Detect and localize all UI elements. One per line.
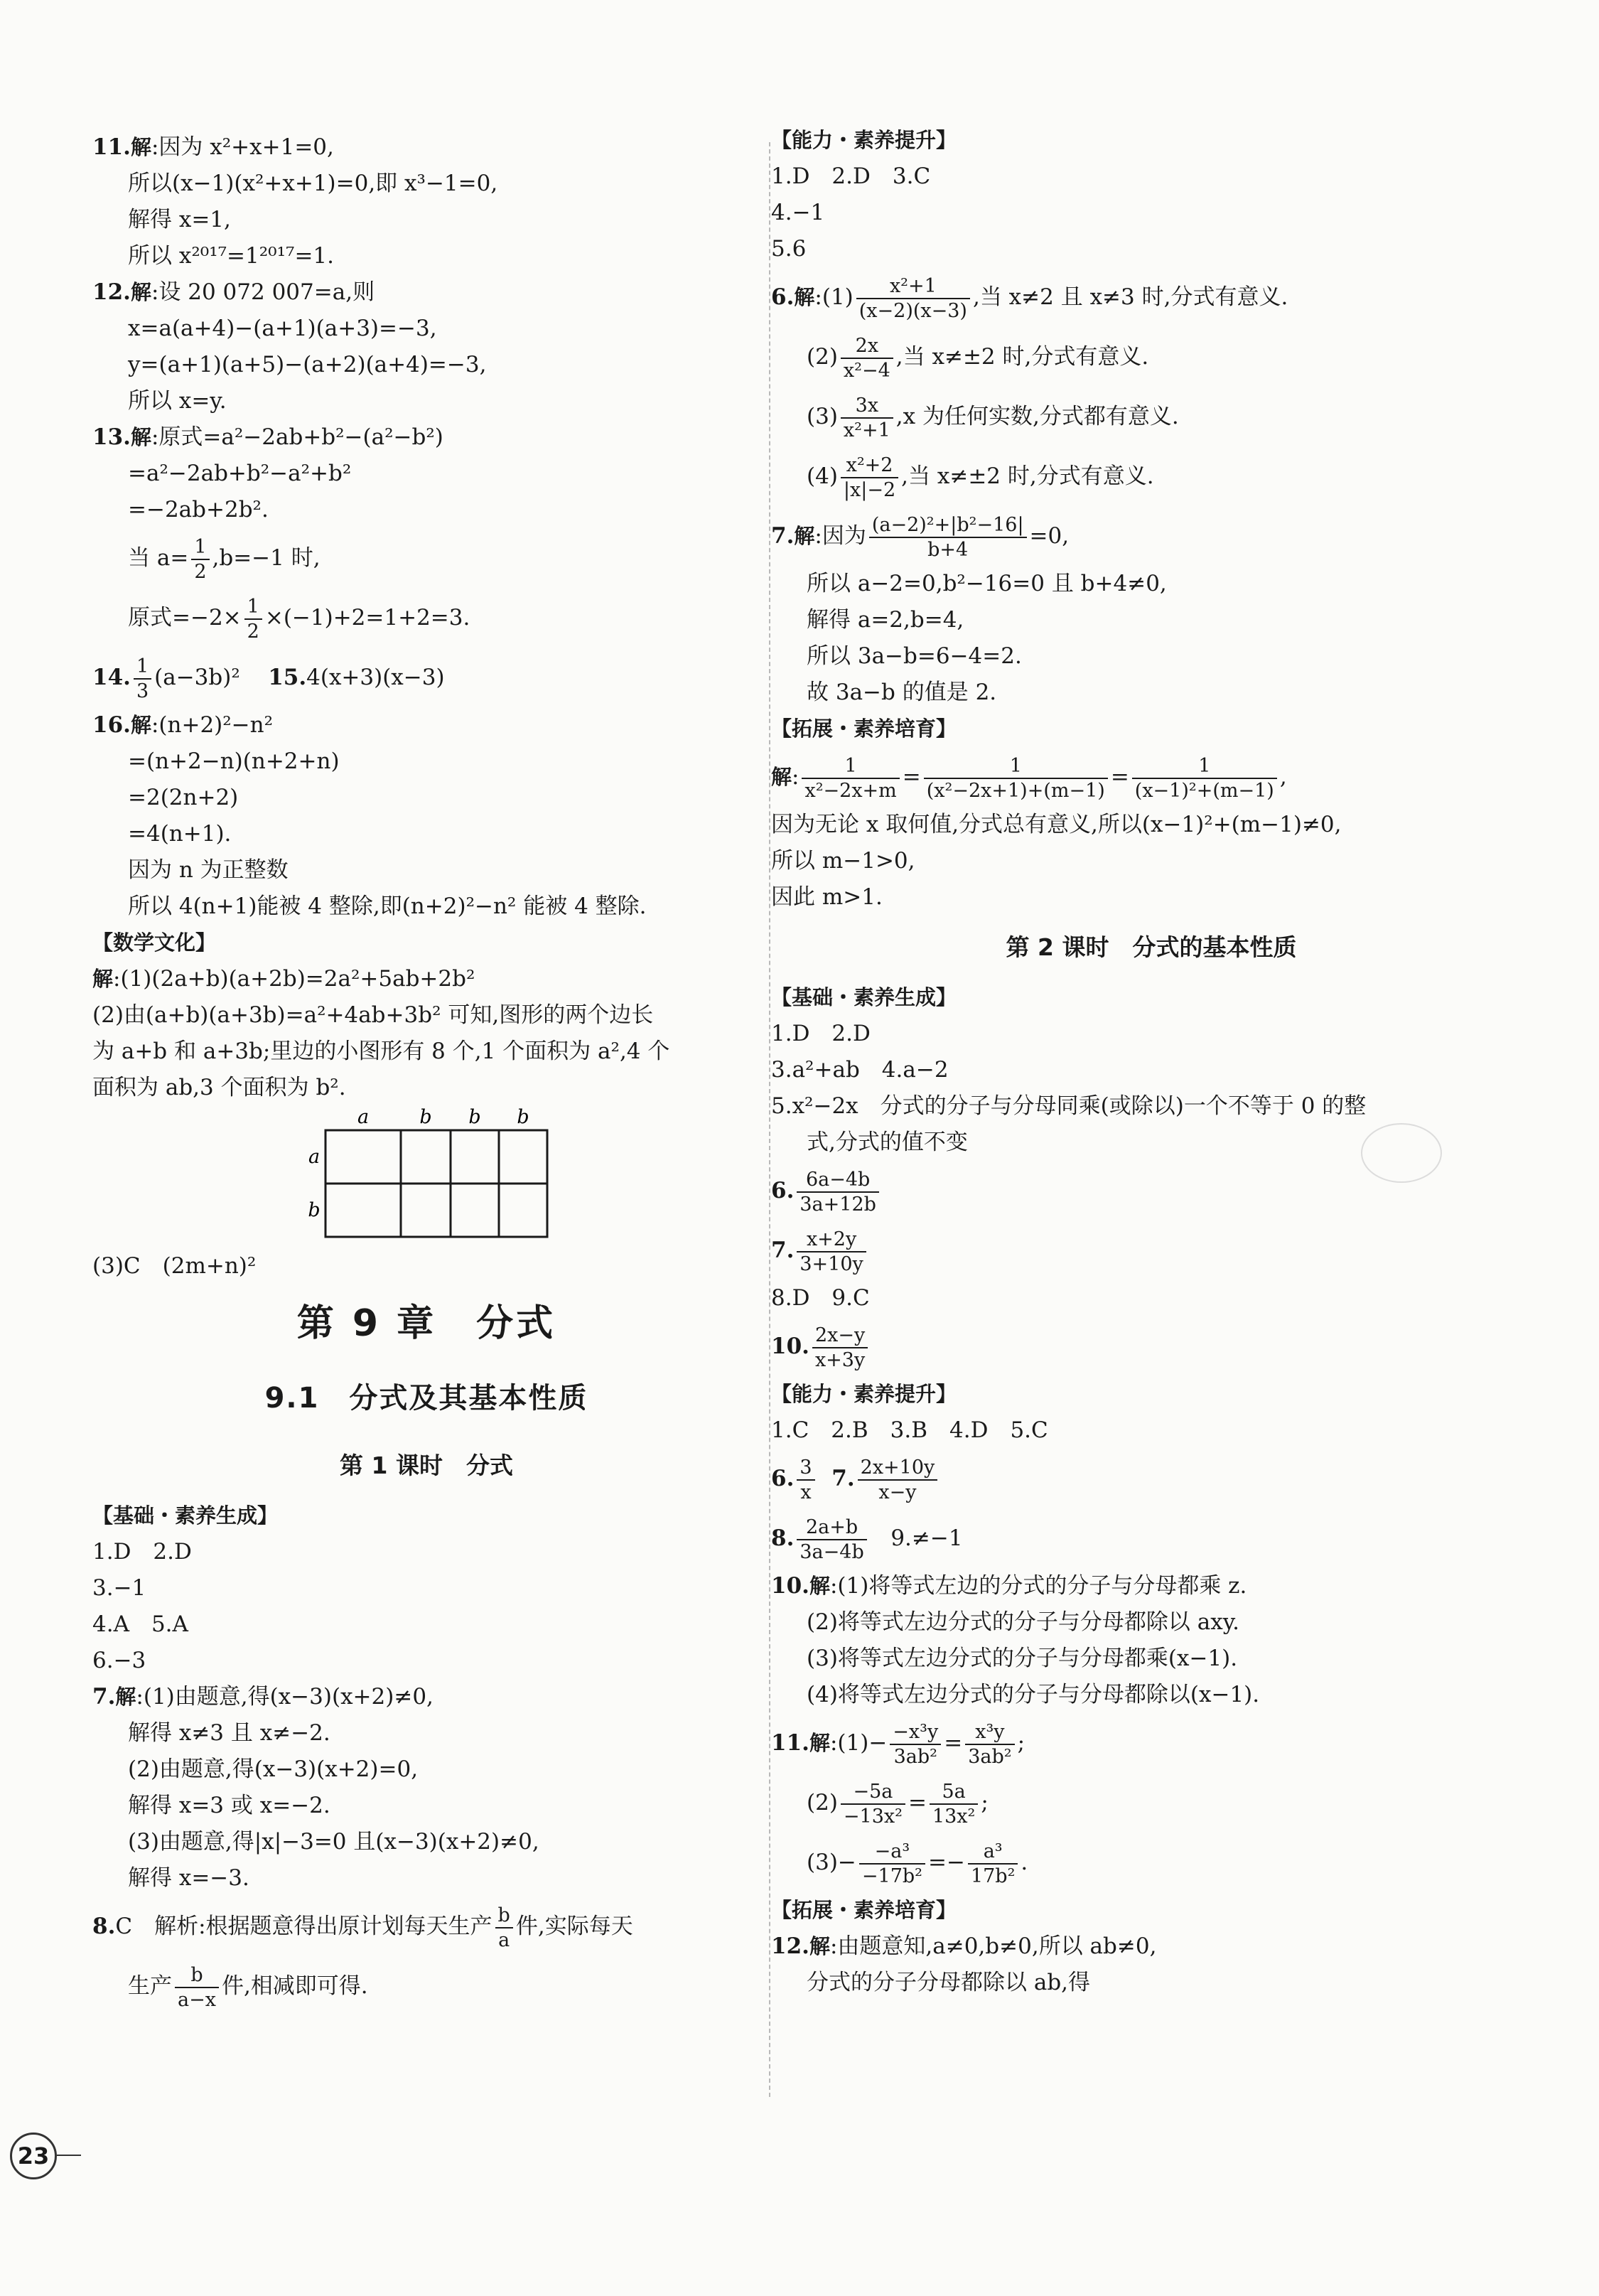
- answer-12: 12.解:设 20 072 007=a,则 x=a(a+4)−(a+1)(a+3)=−3, y=(a+1)(a+5)−(a+2)(a+4)=−3, 所以 x=y.: [92, 279, 487, 414]
- section-header: 【基础・素养生成】: [771, 985, 957, 1009]
- column-divider: [769, 142, 770, 2097]
- left-column: [92, 129, 760, 2016]
- ability-section-2: 【能力・素养提升】 1.C 2.B 3.B 4.D 5.C 6. $\frac{3}{x}$ 7. $\frac{2x+10y}{x-y}$ 8. $\frac{2a+b}{3a-4b}$ 9.≠−1: [771, 1376, 1531, 1568]
- lesson-title: 第 2 课时 分式的基本性质: [1006, 933, 1297, 961]
- label-top-a: a: [357, 1106, 370, 1128]
- answer-11-right: 11.解:(1)− $\frac{\text{−x³y}}{\text{3ab²}}$ = $\frac{\text{x³y}}{\text{3ab²}}$ ; (2) $\frac{-5a}{\text{−13x²}}$ = $\frac{5a}{\text{13x²}}$ ; (3)− $\frac{\text{−a³}}{\text{−17b²}}$ =− $\frac{\text{a³}}{\text{17b²}}$ .: [771, 1720, 1028, 1887]
- section-header: 【能力・素养提升】: [771, 1382, 957, 1406]
- answer-11: 11.解:因为 x²+x+1=0, 所以(x−1)(x²+x+1)=0,即 x³−1=0, 解得 x=1, 所以 x²⁰¹⁷=1²⁰¹⁷=1.: [92, 134, 498, 269]
- answer-8-left: 8.C 解析:根据题意得出原计划每天生产 $\frac{b}{a}$ 件,实际每天 生产 $\frac{b}{a-x}$ 件,相减即可得.: [92, 1904, 633, 2011]
- answer-10-right: 10.解:(1)将等式左边的分式的分子与分母都乘 z. (2)将等式左边分式的分子与分母都除以 axy. (3)将等式左边分式的分子与分母都乘(x−1). (4)将等式左边分式的分子与分母都除以(x−1).: [771, 1573, 1260, 1707]
- answer-14-15: 14. $\frac{1}{3}$ (a−3b)² 15.4(x+3)(x−3): [92, 655, 445, 702]
- area-rectangle-figure: [306, 1106, 590, 1248]
- answer-7-left: 7.解:(1)由题意,得(x−3)(x+2)≠0, 解得 x≠3 且 x≠−2. (2)由题意,得(x−3)(x+2)=0, 解得 x=3 或 x=−2. (3)由题意,得|x|−3=0 且(x−3)(x+2)≠0, 解得 x=−3.: [92, 1684, 539, 1891]
- section-header: 【拓展・素养培育】: [771, 1898, 957, 1922]
- answer-16: 16.解:(n+2)²−n² =(n+2−n)(n+2+n) =2(2n+2) =4(n+1). 因为 n 为正整数 所以 4(n+1)能被 4 整除,即(n+2)²−n² 能被 4 整除.: [92, 712, 647, 919]
- section-header: 【能力・素养提升】: [771, 128, 957, 152]
- math-culture: 【数学文化】 解:(1)(2a+b)(a+2b)=2a²+5ab+2b² (2)由(a+b)(a+3b)=a²+4ab+3b² 可知,图形的两个边长 为 a+b 和 a+3b;里边的小图形有 8 个,1 个面积为 a²,4 个 面积为 ab,3 个面积为 b². a b b b a b (3)C (2m+n)²: [92, 925, 760, 1284]
- basic-section-2: 【基础・素养生成】 1.D 2.D 3.a²+ab 4.a−2 5.x²−2x 分式的分子与分母同乘(或除以)一个不等于 0 的整 式,分式的值不变 6. $\frac{6a-4b}{3a+12b}$ 7. $\frac{x+2y}{3+10y}$ 8.D 9.C 10. $\frac{2x-y}{x+3y}$: [771, 980, 1531, 1376]
- section-header: 【基础・素养生成】: [92, 1503, 279, 1528]
- ability-section: 【能力・素养提升】 1.D 2.D 3.C 4.−1 5.6: [771, 122, 1531, 267]
- extend-section-2: 【拓展・素养培育】 12.解:由题意知,a≠0,b≠0,所以 ab≠0, 分式的分子分母都除以 ab,得: [771, 1892, 1531, 2001]
- answer-7-right: 7.解:因为 $\frac{\text{(a−2)²+|b²−16|}}{b+4}$ =0, 所以 a−2=0,b²−16=0 且 b+4≠0, 解得 a=2,b=4, 所以 3a−b=6−4=2. 故 3a−b 的值是 2.: [771, 513, 1167, 705]
- answer-6-right: 6.解:(1) $\frac{\text{x²+1}}{(x-2)(x-3)}$ ,当 x≠2 且 x≠3 时,分式有意义. (2) $\frac{2x}{\text{x²−4}}$ ,当 x≠±2 时,分式有意义. (3) $\frac{3x}{\text{x²+1}}$ ,x 为任何实数,分式都有意义. (4) $\frac{\text{x²+2}}{|x|-2}$ ,当 x≠±2 时,分式有意义.: [771, 274, 1288, 501]
- section-title: 9.1 分式及其基本性质: [264, 1382, 588, 1415]
- section-header: 【拓展・素养培育】: [771, 717, 957, 741]
- answer-13: 13.解:原式=a²−2ab+b²−(a²−b²) =a²−2ab+b²−a²+b² =−2ab+2b². 当 a= $\frac{1}{2}$ ,b=−1 时, 原式=−2× $\frac{1}{2}$ ×(−1)+2=1+2=3.: [92, 424, 470, 643]
- section-header: 【数学文化】: [92, 930, 217, 955]
- chapter-title: 第 9 章 分式: [296, 1302, 556, 1345]
- label-top-b1: b: [419, 1106, 432, 1128]
- label-top-b3: b: [517, 1106, 529, 1128]
- page-number-dash: [57, 2155, 81, 2156]
- faint-stamp-mark: [1361, 1123, 1442, 1183]
- page-number: 23: [10, 2133, 57, 2179]
- lesson-title: 第 1 课时 分式: [340, 1452, 513, 1479]
- label-side-a: a: [308, 1146, 321, 1168]
- extend-section: 【拓展・素养培育】 解: $\frac{1}{\text{x²−2x+m}}$ = $\frac{1}{\text{(x²−2x+1)+(m−1)}}$ = $\frac{1}{\text{(x−1)²+(m−1)}}$ , 因为无论 x 取何值,分式总有意义,所以(x−1)²+(m−1)≠0, 所以 m−1>0, 因此 m>1.: [771, 711, 1531, 916]
- label-side-b: b: [308, 1199, 321, 1221]
- label-top-b2: b: [468, 1106, 481, 1128]
- right-column: [771, 122, 1531, 2001]
- basic-section: 【基础・素养生成】 1.D 2.D 3.−1 4.A 5.A 6.−3: [92, 1498, 760, 1679]
